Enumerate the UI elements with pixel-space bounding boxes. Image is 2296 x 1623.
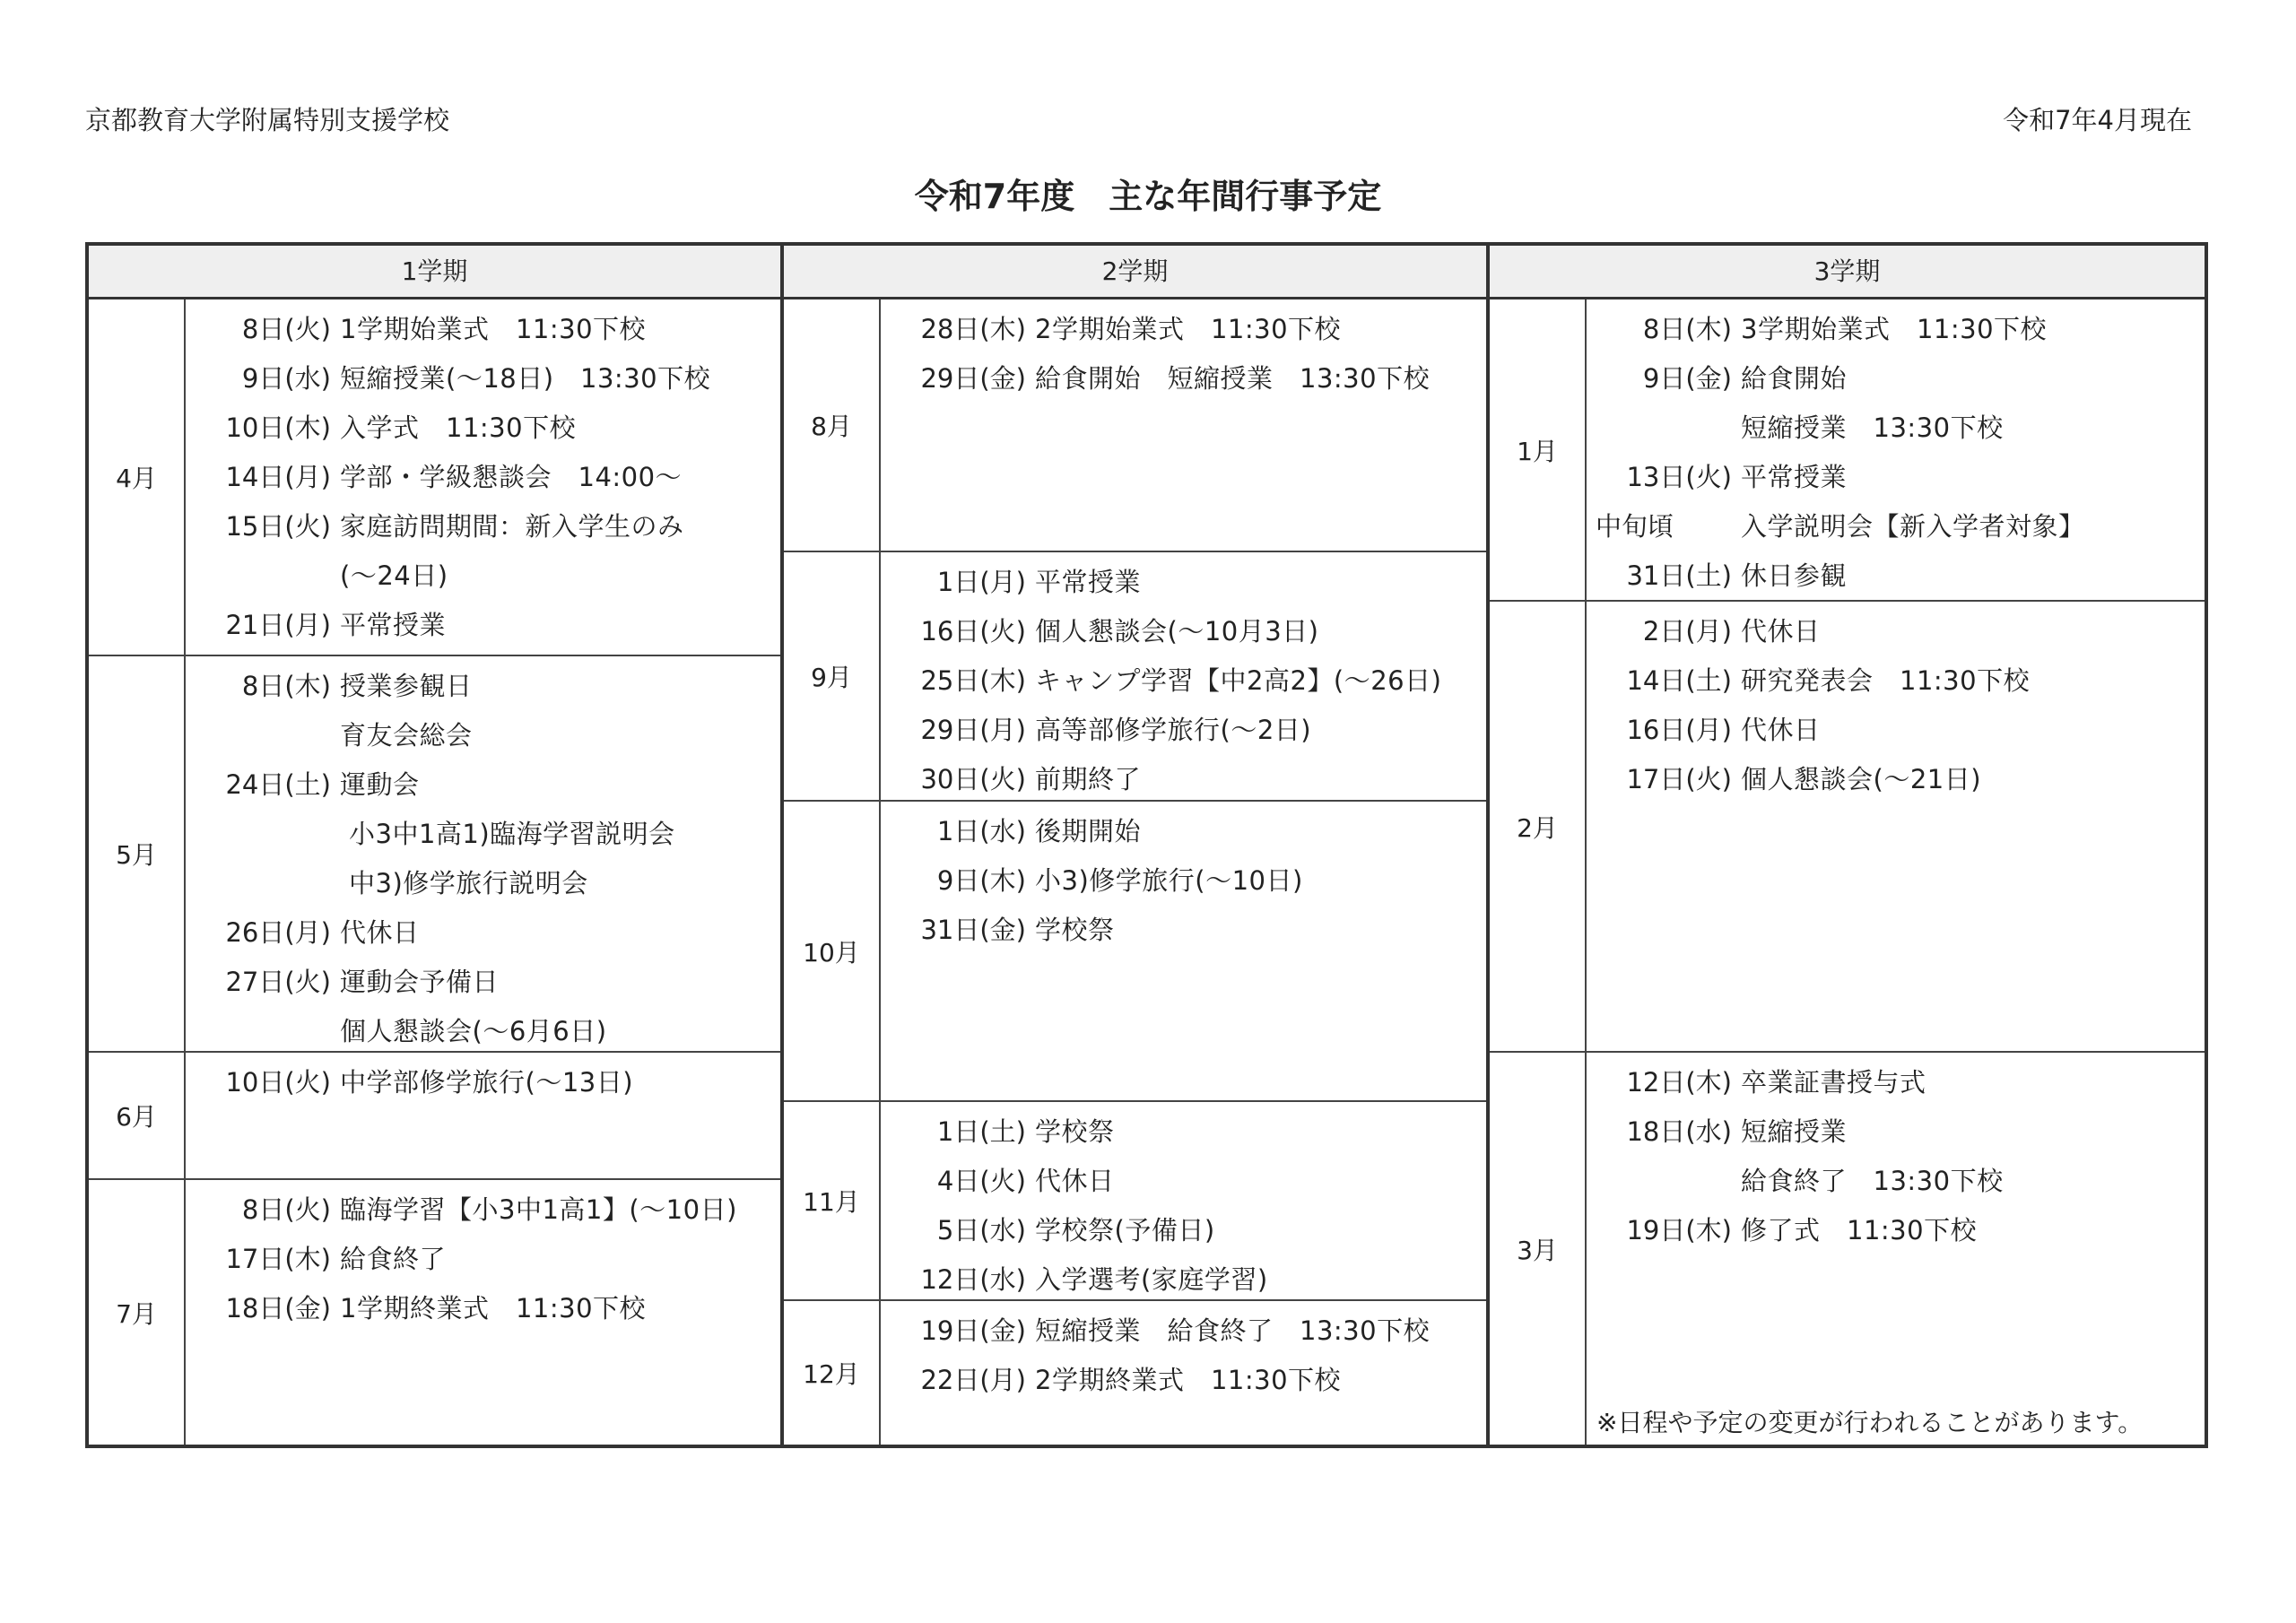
event-list (881, 556, 1486, 800)
event-text: 運動会 (340, 769, 420, 800)
event-date: 22日(月) (920, 1365, 1026, 1395)
month-label: 10月 (784, 802, 881, 1100)
event-row (1587, 402, 2205, 451)
month-label: 7月 (89, 1180, 186, 1445)
event-row (186, 402, 780, 451)
month-block (89, 1053, 780, 1180)
event-text: 育友会総会 (340, 720, 473, 751)
month-block (1490, 1053, 2205, 1445)
event-text: 休日参観 (1741, 560, 1848, 591)
event-row (186, 1005, 780, 1055)
event-text: 運動会予備日 (340, 967, 500, 997)
month-label: 3月 (1490, 1053, 1587, 1445)
event-date: 12日(木) (1626, 1067, 1732, 1098)
event-row (186, 759, 780, 808)
event-text: 平常授業 (340, 610, 447, 640)
event-date: 9日(木) (936, 865, 1026, 896)
term-2-column (780, 242, 1486, 1448)
event-date: 30日(火) (920, 764, 1026, 794)
term-header: 2学期 (784, 246, 1486, 299)
event-text: 高等部修学旅行(～2日) (1035, 715, 1312, 745)
month-block (784, 299, 1486, 552)
event-row (186, 599, 780, 648)
event-list (881, 1305, 1486, 1445)
month-block (784, 552, 1486, 802)
month-block (784, 802, 1486, 1102)
event-text: 代休日 (1035, 1166, 1115, 1196)
school-name: 京都教育大学附属特別支援学校 (85, 105, 450, 135)
event-text: 短縮授業(～18日) 13:30下校 (340, 363, 711, 394)
event-row (1587, 1056, 2205, 1106)
event-row (881, 904, 1486, 953)
event-row (186, 303, 780, 352)
month-block (89, 299, 780, 656)
event-text: 短縮授業 給食終了 13:30下校 (1035, 1315, 1431, 1346)
event-date: 31日(金) (920, 915, 1026, 945)
month-block (89, 1180, 780, 1445)
event-date: 19日(金) (920, 1315, 1026, 1346)
month-label: 1月 (1490, 299, 1587, 600)
event-text: 2学期終業式 11:30下校 (1035, 1365, 1342, 1395)
event-text: 1学期始業式 11:30下校 (340, 314, 647, 344)
event-list (186, 303, 780, 655)
event-text: 給食終了 13:30下校 (1741, 1166, 2004, 1196)
event-text: 小3中1高1)臨海学習説明会 (349, 819, 675, 849)
event-row (881, 855, 1486, 904)
event-date: 9日(金) (1642, 363, 1732, 394)
event-text: 代休日 (1741, 715, 1821, 745)
term-1-column (85, 242, 780, 1448)
event-text: 給食終了 (340, 1244, 447, 1274)
term-header: 1学期 (89, 246, 780, 299)
event-date: 18日(金) (225, 1293, 331, 1324)
event-row (1587, 1106, 2205, 1155)
event-date: 5日(水) (936, 1215, 1026, 1245)
event-text: 小3)修学旅行(～10日) (1035, 865, 1303, 896)
event-date: 25日(木) (920, 665, 1026, 696)
event-date: 4日(火) (936, 1166, 1026, 1196)
event-date: 中旬頃 (1596, 511, 1674, 542)
event-row (881, 655, 1486, 704)
event-date: 1日(土) (936, 1116, 1026, 1147)
month-label: 4月 (89, 299, 186, 655)
event-list (881, 805, 1486, 1100)
event-date: 14日(土) (1626, 665, 1732, 696)
event-date: 24日(土) (225, 769, 331, 800)
event-row (881, 704, 1486, 753)
event-text: 入学式 11:30下校 (340, 412, 577, 443)
event-date: 17日(木) (225, 1244, 331, 1274)
as-of-date: 令和7年4月現在 (2003, 105, 2192, 135)
month-label: 5月 (89, 656, 186, 1051)
event-row (1587, 753, 2205, 803)
event-date: 29日(月) (920, 715, 1026, 745)
event-text: 短縮授業 (1741, 1116, 1848, 1147)
event-text: 平常授業 (1741, 462, 1848, 492)
event-date: 21日(月) (225, 610, 331, 640)
event-text: 短縮授業 13:30下校 (1741, 412, 2004, 443)
event-list (186, 660, 780, 1051)
event-text: 平常授業 (1035, 567, 1142, 597)
event-row (881, 556, 1486, 605)
event-row (1587, 1155, 2205, 1204)
event-row (1587, 704, 2205, 753)
event-date: 1日(月) (936, 567, 1026, 597)
event-row (186, 550, 780, 599)
event-text: 代休日 (340, 917, 420, 948)
event-text: 後期開始 (1035, 816, 1142, 846)
month-block (784, 1102, 1486, 1301)
event-date: 27日(火) (225, 967, 331, 997)
month-label: 2月 (1490, 602, 1587, 1051)
event-text: 中3)修学旅行説明会 (349, 868, 588, 898)
event-row (1587, 352, 2205, 402)
month-block (1490, 299, 2205, 602)
event-text: 中学部修学旅行(～13日) (340, 1067, 634, 1098)
event-list (186, 1184, 780, 1445)
event-date: 19日(木) (1626, 1215, 1732, 1245)
event-date: 13日(火) (1626, 462, 1732, 492)
event-date: 28日(木) (920, 314, 1026, 344)
event-row (186, 1282, 780, 1332)
event-text: 前期終了 (1035, 764, 1142, 794)
event-row (881, 303, 1486, 352)
event-date: 10日(木) (225, 412, 331, 443)
event-row (1587, 303, 2205, 352)
schedule-change-note: ※日程や予定の変更が行われることがあります。 (1596, 1408, 2144, 1437)
event-date: 29日(金) (920, 363, 1026, 394)
month-label: 11月 (784, 1102, 881, 1299)
event-list (1587, 1056, 2205, 1445)
month-label: 8月 (784, 299, 881, 551)
event-text: 研究発表会 11:30下校 (1741, 665, 2031, 696)
event-text: 学校祭 (1035, 1116, 1115, 1147)
event-date: 10日(火) (225, 1067, 331, 1098)
event-row (881, 605, 1486, 655)
event-row (881, 1204, 1486, 1254)
event-date: 26日(月) (225, 917, 331, 948)
event-date: 31日(土) (1626, 560, 1732, 591)
event-row (186, 660, 780, 709)
month-block (1490, 602, 2205, 1053)
event-date: 16日(火) (920, 616, 1026, 647)
event-row (881, 352, 1486, 402)
event-text: 入学説明会【新入学者対象】 (1741, 511, 2085, 542)
event-date: 14日(月) (225, 462, 331, 492)
event-row (881, 753, 1486, 803)
event-list (881, 303, 1486, 551)
event-row (881, 1106, 1486, 1155)
event-row (186, 451, 780, 500)
event-row (186, 907, 780, 956)
event-text: 給食開始 短縮授業 13:30下校 (1035, 363, 1431, 394)
event-text: 学部・学級懇談会 14:00～ (340, 462, 683, 492)
event-text: (～24日) (340, 560, 448, 591)
event-text: 修了式 11:30下校 (1741, 1215, 1978, 1245)
event-row (186, 1056, 780, 1106)
event-text: 個人懇談会(～6月6日) (340, 1016, 607, 1046)
month-label: 9月 (784, 552, 881, 800)
event-text: 卒業証書授与式 (1741, 1067, 1926, 1098)
event-text: 家庭訪問期間：新入学生のみ (340, 511, 684, 542)
month-block (89, 656, 780, 1053)
event-row (881, 805, 1486, 855)
event-row (881, 1254, 1486, 1303)
event-row (1587, 550, 2205, 599)
event-list (1587, 605, 2205, 1051)
event-row (1587, 655, 2205, 704)
event-list (1587, 303, 2205, 600)
event-date: 8日(火) (241, 314, 331, 344)
event-text: キャンプ学習【中2高2】(～26日) (1035, 665, 1442, 696)
event-row (186, 500, 780, 550)
event-row (186, 956, 780, 1005)
event-row (186, 857, 780, 907)
event-date: 8日(木) (241, 671, 331, 701)
event-date: 12日(水) (920, 1264, 1026, 1295)
event-text: 授業参観日 (340, 671, 473, 701)
event-text: 学校祭(予備日) (1035, 1215, 1215, 1245)
month-block (784, 1301, 1486, 1445)
term-3-column (1486, 242, 2208, 1448)
event-date: 2日(月) (1642, 616, 1732, 647)
event-text: 代休日 (1741, 616, 1821, 647)
event-date: 1日(水) (936, 816, 1026, 846)
month-label: 12月 (784, 1301, 881, 1445)
month-label: 6月 (89, 1053, 186, 1178)
event-date: 8日(木) (1642, 314, 1732, 344)
event-row (1587, 451, 2205, 500)
event-date: 17日(火) (1626, 764, 1732, 794)
event-date: 9日(水) (241, 363, 331, 394)
event-text: 3学期始業式 11:30下校 (1741, 314, 2048, 344)
event-text: 学校祭 (1035, 915, 1115, 945)
event-row (186, 709, 780, 759)
event-list (881, 1106, 1486, 1299)
event-list (186, 1056, 780, 1178)
event-row (1587, 1204, 2205, 1254)
event-row (881, 1354, 1486, 1403)
event-date: 8日(火) (241, 1194, 331, 1225)
event-date: 15日(火) (225, 511, 331, 542)
term-header: 3学期 (1490, 246, 2205, 299)
event-text: 2学期始業式 11:30下校 (1035, 314, 1342, 344)
event-row (881, 1305, 1486, 1354)
event-text: 給食開始 (1741, 363, 1848, 394)
event-date: 18日(水) (1626, 1116, 1732, 1147)
event-row (186, 808, 780, 857)
event-text: 個人懇談会(～21日) (1741, 764, 1982, 794)
event-text: 臨海学習【小3中1高1】(～10日) (340, 1194, 737, 1225)
event-row (186, 1233, 780, 1282)
event-text: 1学期終業式 11:30下校 (340, 1293, 647, 1324)
page-title: 令和7年度 主な年間行事予定 (914, 177, 1382, 216)
event-date: 16日(月) (1626, 715, 1732, 745)
event-text: 個人懇談会(～10月3日) (1035, 616, 1319, 647)
event-row (186, 352, 780, 402)
event-row (881, 1155, 1486, 1204)
event-text: 入学選考(家庭学習) (1035, 1264, 1268, 1295)
event-row (186, 1184, 780, 1233)
event-row (1587, 500, 2205, 550)
event-row (1587, 605, 2205, 655)
